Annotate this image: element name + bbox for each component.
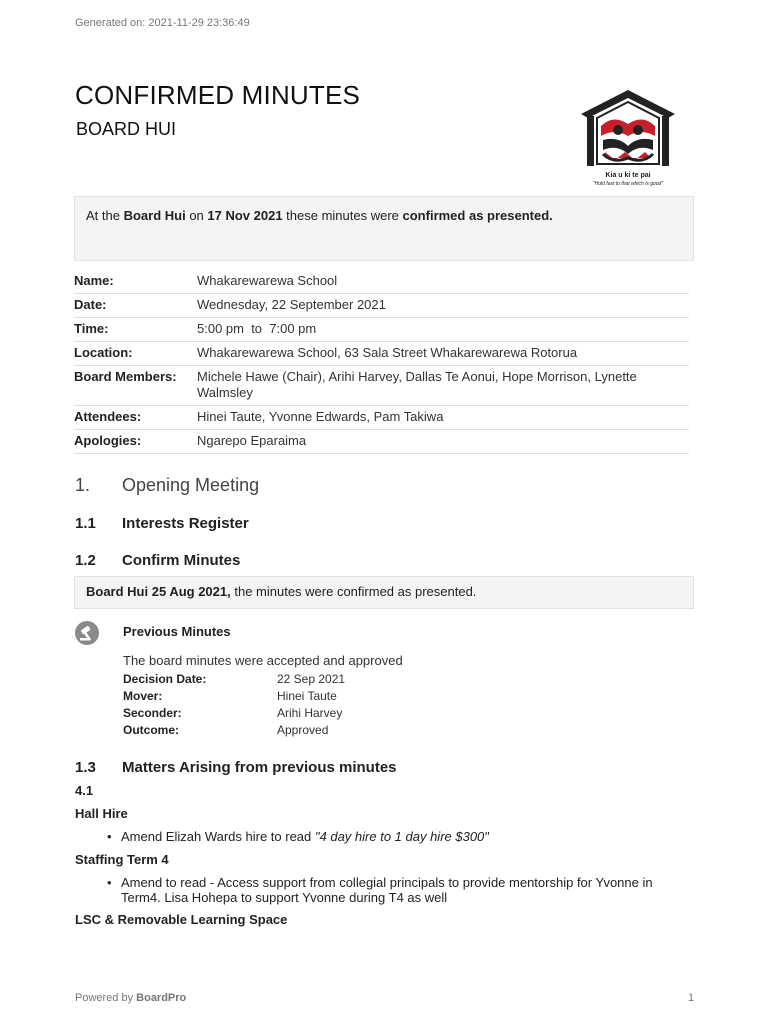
- subsection-number: 1.3: [75, 759, 96, 776]
- confirmation-prefix: At the: [86, 208, 124, 223]
- detail-value: Ngarepo Eparaima: [197, 430, 689, 454]
- note-text: the minutes were confirmed as presented.: [230, 584, 477, 599]
- confirmation-mid2: these minutes were: [282, 208, 403, 223]
- subsection-title: Confirm Minutes: [122, 552, 241, 569]
- decision-label: Mover:: [123, 689, 163, 703]
- meeting-details-table: [74, 270, 689, 454]
- detail-value: 5:00 pm to 7:00 pm: [197, 318, 689, 342]
- section-heading-opening: [75, 475, 259, 496]
- subsection-number: 1.1: [75, 515, 96, 532]
- detail-value: Hinei Taute, Yvonne Edwards, Pam Takiwa: [197, 406, 689, 430]
- school-logo: [573, 84, 683, 194]
- lsc-heading: LSC & Removable Learning Space: [75, 912, 288, 927]
- decision-value: 22 Sep 2021: [277, 672, 346, 686]
- detail-row-location: [74, 342, 689, 366]
- detail-label: Attendees:: [74, 406, 197, 430]
- detail-label: Board Members:: [74, 366, 197, 406]
- staffing-heading: Staffing Term 4: [75, 852, 169, 867]
- detail-value: Michele Hawe (Chair), Arihi Harvey, Dallas Te Aonui, Hope Morrison, Lynette Walmsley: [197, 366, 689, 406]
- staffing-list: [75, 875, 691, 905]
- subsection-interests-register: [75, 515, 249, 532]
- decision-label: Decision Date:: [123, 672, 207, 686]
- section-title: Opening Meeting: [122, 475, 260, 495]
- detail-row-apologies: [74, 430, 689, 454]
- page-title: CONFIRMED MINUTES: [75, 80, 361, 110]
- footer-prefix: Powered by: [75, 992, 137, 1004]
- confirmation-date: 17 Nov 2021: [207, 208, 283, 223]
- decision-label: Outcome:: [123, 723, 180, 737]
- decision-value: Arihi Harvey: [277, 706, 343, 720]
- hall-hire-heading: Hall Hire: [75, 806, 128, 821]
- generated-timestamp: Generated on: 2021-11-29 23:36:49: [75, 17, 250, 29]
- subsection-number: 1.2: [75, 552, 96, 569]
- confirmation-status: confirmed as presented.: [402, 208, 553, 223]
- page-number: 1: [688, 992, 695, 1004]
- logo-tagline: "Hold fast to that which is good": [592, 181, 664, 187]
- detail-row-attendees: [74, 406, 689, 430]
- detail-value: Whakarewarewa School: [197, 270, 689, 294]
- decision-row: [123, 706, 345, 723]
- detail-row-date: [74, 294, 689, 318]
- decision-title: Previous Minutes: [123, 624, 231, 639]
- detail-label: Location:: [74, 342, 197, 366]
- confirmation-mid: on: [185, 208, 208, 223]
- decision-row: [123, 723, 345, 740]
- decision-label: Seconder:: [123, 706, 182, 720]
- detail-value: Whakarewarewa School, 63 Sala Street Whakarewarewa Rotorua: [197, 342, 689, 366]
- detail-row-name: [74, 270, 689, 294]
- detail-value: Wednesday, 22 September 2021: [197, 294, 689, 318]
- subsection-matters-arising: [75, 759, 397, 776]
- subsection-title: Interests Register: [122, 515, 249, 532]
- subsection-confirm-minutes: [75, 552, 240, 569]
- item-number: 4.1: [75, 783, 94, 798]
- confirmation-banner: [74, 196, 694, 261]
- decision-row: [123, 672, 345, 689]
- hall-hire-list: [75, 829, 691, 844]
- detail-label: Time:: [74, 318, 197, 342]
- confirmation-meeting: Board Hui: [123, 208, 186, 223]
- decision-value: Approved: [277, 723, 329, 737]
- decision-row: [123, 689, 345, 706]
- detail-row-board-members: [74, 366, 689, 406]
- page-subtitle: BOARD HUI: [76, 119, 177, 139]
- detail-label: Date:: [74, 294, 197, 318]
- subsection-title: Matters Arising from previous minutes: [122, 759, 397, 776]
- logo-motto: Kia u ki te pai: [605, 172, 651, 179]
- footer-brand: BoardPro: [136, 992, 187, 1004]
- section-number: 1.: [75, 475, 91, 495]
- list-item: [121, 829, 691, 844]
- detail-label: Name:: [74, 270, 197, 294]
- note-meeting: Board Hui 25 Aug 2021,: [86, 584, 231, 599]
- confirmation-text: [86, 208, 553, 223]
- list-item: • Amend to read - Access support from collegial principals to provide mentorship for Yvonne in Term4. Lisa Hohepa to support Yvonne during T4 as well: [121, 875, 691, 905]
- bullet-quote: "4 day hire to 1 day hire $300": [314, 829, 489, 844]
- footer-powered-by: [75, 992, 186, 1004]
- detail-row-time: [74, 318, 689, 342]
- detail-label: Apologies:: [74, 430, 197, 454]
- decision-value: Hinei Taute: [277, 689, 337, 703]
- bullet-text: Amend Elizah Wards hire to read: [121, 829, 315, 844]
- gavel-icon: [75, 621, 99, 645]
- decision-description: The board minutes were accepted and approved: [123, 653, 403, 668]
- minutes-confirmed-note: [74, 576, 694, 609]
- decision-details: [123, 672, 345, 740]
